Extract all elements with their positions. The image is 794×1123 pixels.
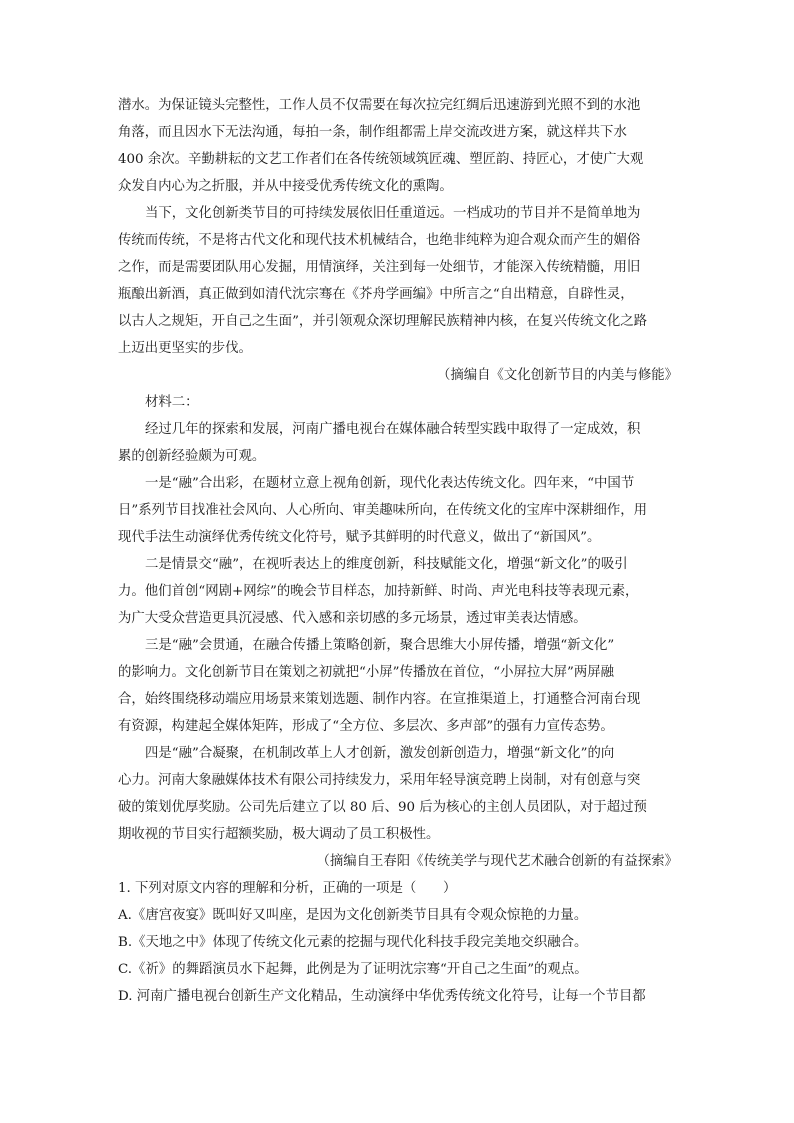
text-line: 合，始终围绕移动端应用场景来策划选题、制作内容。在宣推渠道上，打通整合河南台现 [118, 692, 641, 707]
text-line: 二是情景交“融”，在视听表达上的维度创新，科技赋能文化，增强“新文化”的吸引 [145, 557, 628, 572]
text-line: 的影响力。文化创新节目在策划之初就把“小屏”传播放在首位，“小屏拉大屏”两屏融 [118, 665, 615, 680]
text-line: 心力。河南大象融媒体技术有限公司持续发力，采用年轻导演竞聘上岗制，对有创意与突 [118, 773, 641, 788]
text-line: 日”系列节目找准社会风向、人心所向、审美趣味所向，在传统文化的宝库中深耕细作，用 [118, 503, 648, 518]
text-line: A.《唐宫夜宴》既叫好又叫座，是因为文化创新类节目具有令观众惊艳的力量。 [118, 908, 588, 923]
text-line: 上迈出更坚实的步伐。 [118, 341, 252, 356]
text-line: 力。他们首创“网剧+网综”的晚会节目样态，加持新鲜、时尚、声光电科技等表现元素， [118, 584, 639, 599]
text-line: 期收视的节目实行超额奖励，极大调动了员工积极性。 [118, 827, 440, 842]
text-line: 为广大受众营造更具沉浸感、代入感和亲切感的多元场景，透过审美表达情感。 [118, 611, 587, 626]
text-line: 之作，而是需要团队用心发掘，用情演绎，关注到每一处细节，才能深入传统精髓，用旧 [118, 260, 641, 275]
text-line: 以古人之规矩，开自己之生面”，并引领观众深切理解民族精神内核，在复兴传统文化之路 [118, 314, 648, 329]
text-line: 累的创新经验颇为可观。 [118, 449, 266, 464]
text-line: 众发自内心为之折服，并从中接受优秀传统文化的熏陶。 [118, 179, 453, 194]
text-line: 四是“融”合凝聚，在机制改革上人才创新，激发创新创造力，增强“新文化”的向 [145, 746, 615, 761]
document-body [118, 92, 678, 1010]
text-line: （摘编自王春阳《传统美学与现代艺术融合创新的有益探索》 [316, 854, 678, 869]
text-line: 一是“融”合出彩，在题材立意上视角创新，现代化表达传统文化。四年来，“中国节 [145, 476, 635, 491]
text-line: 三是“融”会贯通，在融合传播上策略创新，聚合思维大小屏传播，增强“新文化” [145, 638, 615, 653]
text-line: B.《天地之中》体现了传统文化元素的挖掘与现代化科技手段完美地交织融合。 [118, 935, 588, 950]
text-line: 1. 下列对原文内容的理解和分析，正确的一项是（ ） [118, 881, 457, 896]
text-line: 传统而传统，不是将古代文化和现代技术机械结合，也绝非纯粹为迎合观众而产生的媚俗 [118, 233, 641, 248]
text-line: 400 余次。辛勤耕耘的文艺工作者们在各传统领域筑匠魂、塑匠韵、持匠心，才使广大观 [118, 152, 644, 167]
text-line: 当下，文化创新类节目的可持续发展依旧任重道远。一档成功的节目并不是简单地为 [145, 206, 641, 221]
text-line: 经过几年的探索和发展，河南广播电视台在媒体融合转型实践中取得了一定成效，积 [145, 422, 641, 437]
text-line: 瓶酿出新酒，真正做到如清代沈宗骞在《芥舟学画编》中所言之“自出精意，自辟性灵， [118, 287, 634, 302]
text-line: C.《祈》的舞蹈演员水下起舞，此例是为了证明沈宗骞“开自己之生面”的观点。 [118, 962, 588, 977]
text-line: D. 河南广播电视台创新生产文化精品，生动演绎中华优秀传统文化符号，让每一个节目都 [118, 989, 646, 1004]
text-line: 材料二： [145, 395, 199, 410]
text-line: 潜水。为保证镜头完整性，工作人员不仅需要在每次拉完红绸后迅速游到光照不到的水池 [118, 98, 641, 113]
text-line: 有资源，构建起全媒体矩阵，形成了“全方位、多层次、多声部”的强有力宣传态势。 [118, 719, 614, 734]
text-line: 现代手法生动演绎优秀传统文化符号，赋予其鲜明的时代意义，做出了“新国风”。 [118, 530, 601, 545]
text-line: 破的策划优厚奖励。公司先后建立了以 80 后、90 后为核心的主创人员团队，对于超过预 [118, 800, 647, 815]
text-line: （摘编自《文化创新节目的内美与修能》 [436, 368, 678, 383]
text-line: 角落，而且因水下无法沟通，每拍一条，制作组都需上岸交流改进方案，就这样共下水 [118, 125, 627, 140]
